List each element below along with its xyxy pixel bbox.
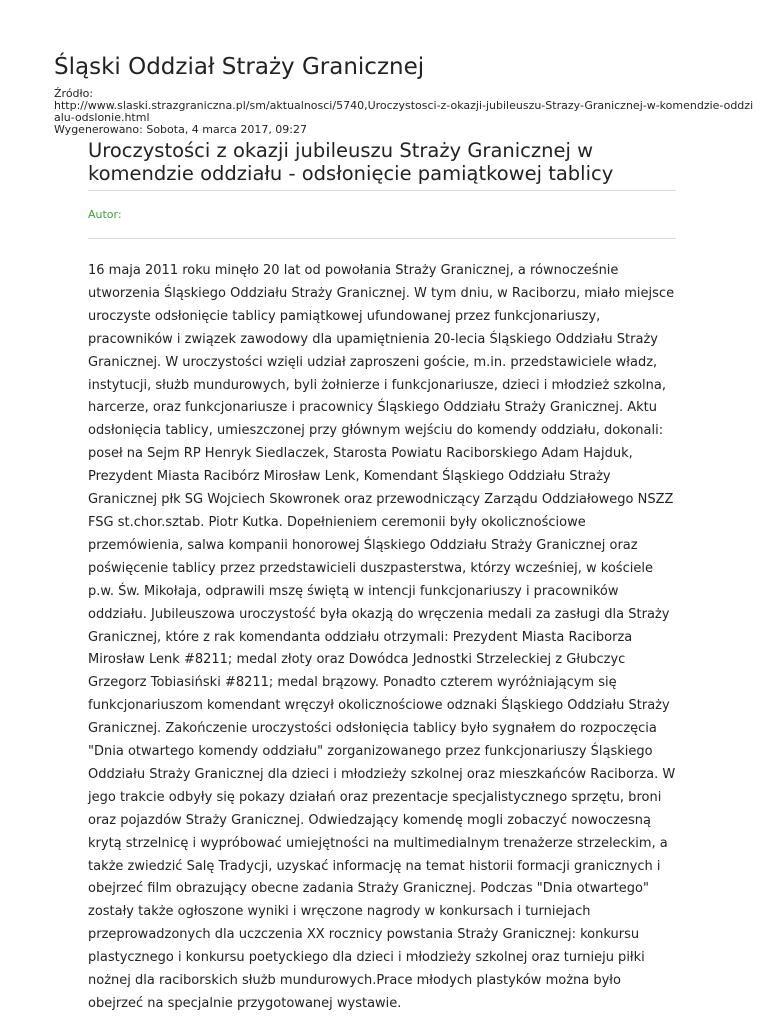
site-title: Śląski Oddział Straży Granicznej — [54, 54, 425, 80]
author-label: Autor: — [88, 208, 122, 221]
divider-bottom — [88, 238, 676, 239]
article-body: 16 maja 2011 roku minęło 20 lat od powołania Straży Granicznej, a równocześnie utworzenia Śląskiego Oddziału Straży Granicznej. W tym dniu, w Raciborzu, miało miejsce uroczyste odsłonięcie tablicy pamiątkowej ufundowanej przez funkcjonariuszy, pracowników i związek zawodowy dla upamiętnienia 20-lecia Śląskiego Oddziału Straży Granicznej. W uroczystości wzięli udział zaproszeni goście, m.in. przedstawiciele władz, instytucji, służb mundurowych, byli żołnierze i funkcjonariusze, dzieci i młodzież szkolna, harcerze, oraz funkcjonariusze i pracownicy Śląskiego Oddziału Straży Granicznej. Aktu odsłonięcia tablicy, umieszczonej przy głównym wejściu do komendy oddziału, dokonali: poseł na Sejm RP Henryk Siedlaczek, Starosta Powiatu Raciborskiego Adam Hajduk, Prezydent Miasta Racibórz Mirosław Lenk, Komendant Śląskiego Oddziału Straży Granicznej płk SG Wojciech Skowronek oraz przewodniczący Zarządu Oddziałowego NSZZ FSG st.chor.sztab. Piotr Kutka. Dopełnieniem ceremonii były okolicznościowe przemówienia, salwa kompanii honorowej Śląskiego Oddziału Straży Granicznej oraz poświęcenie tablicy przez przedstawicieli duszpasterstwa, którzy wcześniej, w kościele p.w. Św. Mikołaja, odprawili mszę świętą w intencji funkcjonariuszy i pracowników oddziału. Jubileuszowa uroczystość była okazją do wręczenia medali za zasługi dla Straży Granicznej, które z rak komendanta oddziału otrzymali: Prezydent Miasta Raciborza Mirosław Lenk #8211; medal złoty oraz Dowódca Jednostki Strzeleckiej z Głubczyc Grzegorz Tobiasiński #8211; medal brązowy. Ponadto czterem wyróżniającym się funkcjonariuszom komendant wręczył okolicznościowe odznaki Śląskiego Oddziału Straży Granicznej. Zakończenie uroczystości odsłonięcia tablicy było sygnałem do rozpoczęcia "Dnia otwartego komendy oddziału" zorganizowanego przez funkcjonariuszy Śląskiego Oddziału Straży Granicznej dla dzieci i młodzieży szkolnej oraz mieszkańców Raciborza. W jego trakcie odbyły się pokazy działań oraz prezentacje specjalistycznego sprzętu, broni oraz pojazdów Straży Granicznej. Odwiedzający komendę mogli zobaczyć nowoczesną krytą strzelnicę i wypróbować umiejętności na multimedialnym trenażerze strzeleckim, a także zwiedzić Salę Tradycji, uzyskać informację na temat historii formacji granicznych i obejrzeć film obrazujący obecne zadania Straży Granicznej. Podczas "Dnia otwartego" zostały także ogłoszone wyniki i wręczone nagrody w konkursach i turniejach przeprowadzonych dla uczczenia XX rocznicy powstania Straży Granicznej: konkursu plastycznego i konkursu poetyckiego dla dzieci i młodzieży szkolnej oraz turnieju piłki nożnej dla raciborskich służb mundurowych.Prace młodych plastyków można było obejrzeć na specjalnie przygotowanej wystawie. — [88, 263, 676, 1011]
source-url[interactable]: http://www.slaski.strazgraniczna.pl/sm/aktualnosci/5740,Uroczystosci-z-okazji-jubileuszu-Strazy-Granicznej-w-komendzie-oddzialu-odslonie.html — [54, 99, 754, 124]
source-meta — [54, 88, 754, 136]
divider-top — [88, 190, 676, 191]
generated-date: Wygenerowano: Sobota, 4 marca 2017, 09:27 — [54, 123, 308, 136]
article-title: Uroczystości z okazji jubileuszu Straży Granicznej w komendzie oddziału - odsłonięcie pamiątkowej tablicy — [88, 139, 614, 185]
source-label: Źródło: — [54, 87, 94, 100]
